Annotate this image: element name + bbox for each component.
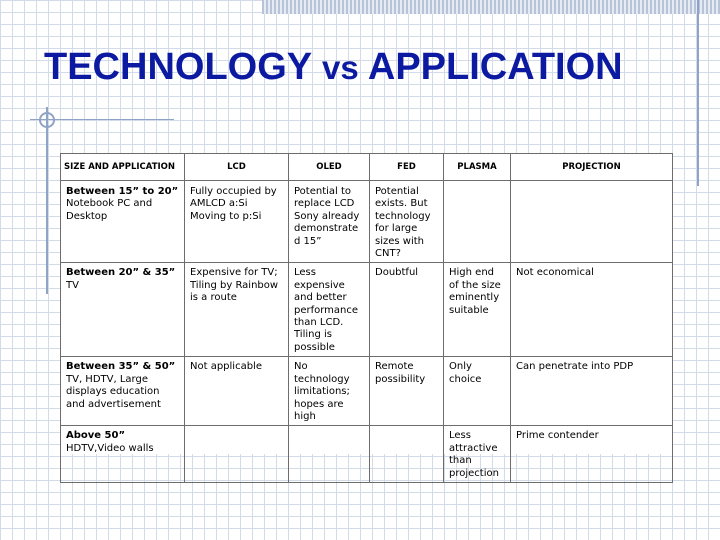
decorative-right-rule xyxy=(697,0,699,186)
cell-lcd xyxy=(185,263,289,357)
header-oled: OLED xyxy=(289,154,370,181)
cell-plasma xyxy=(444,263,511,357)
fed-text: Potential exists. But technology for large sizes with CNT? xyxy=(375,186,431,260)
cell-projection xyxy=(511,357,673,426)
size-range: Between 15” to 20” xyxy=(66,186,179,197)
cell-size-application xyxy=(61,263,185,357)
size-range: Between 35” & 50” xyxy=(66,361,176,373)
cell-oled xyxy=(289,426,370,483)
comparison-table-container xyxy=(60,153,672,479)
header-lcd: LCD xyxy=(185,154,289,181)
cell-oled xyxy=(289,357,370,426)
application-text: TV xyxy=(66,279,79,291)
projection-text: Can penetrate into PDP xyxy=(516,361,634,373)
decorative-top-band xyxy=(262,0,720,14)
cell-fed xyxy=(370,426,444,483)
cell-projection xyxy=(511,426,673,483)
title-vs: vs xyxy=(322,49,359,86)
cell-lcd xyxy=(185,426,289,483)
table-row xyxy=(61,263,673,357)
fed-text: Remote possibility xyxy=(375,361,426,385)
cell-size-application xyxy=(61,357,185,426)
plasma-text: Only choice xyxy=(449,361,482,385)
cell-projection xyxy=(511,263,673,357)
cell-fed xyxy=(370,263,444,357)
table-row xyxy=(61,181,673,263)
oled-text: Potential to replace LCD Sony already demonstrate d 15” xyxy=(294,186,360,247)
cell-oled xyxy=(289,181,370,263)
cell-size-application xyxy=(61,426,185,483)
title-main: TECHNOLOGY xyxy=(44,46,312,88)
cell-fed xyxy=(370,181,444,263)
header-fed: FED xyxy=(370,154,444,181)
cell-oled xyxy=(289,263,370,357)
decorative-circle-icon xyxy=(39,112,55,128)
table-row xyxy=(61,357,673,426)
size-range: Between 20” & 35” xyxy=(66,267,176,279)
size-range: Above 50” xyxy=(66,430,126,442)
cell-plasma xyxy=(444,357,511,426)
cell-lcd xyxy=(185,181,289,263)
application-text: HDTV,Video walls xyxy=(66,442,154,454)
oled-text: Less expensive and better performance than LCD. Tiling is possible xyxy=(294,267,359,353)
lcd-text: Not applicable xyxy=(190,361,262,373)
application-text: Notebook PC and Desktop xyxy=(66,198,153,222)
projection-text: Prime contender xyxy=(516,430,599,442)
oled-text: No technology limitations; hopes are high xyxy=(294,361,350,422)
header-projection: PROJECTION xyxy=(511,154,673,181)
slide-title xyxy=(44,46,623,89)
plasma-text: High end of the size eminently suitable xyxy=(449,267,501,316)
cell-lcd xyxy=(185,357,289,426)
cell-projection xyxy=(511,181,673,263)
plasma-text: Less attractive than projection xyxy=(449,430,499,479)
title-end: APPLICATION xyxy=(367,46,623,88)
application-text: TV, HDTV, Large displays education and advertisement xyxy=(66,373,161,410)
cell-size-application xyxy=(61,181,185,263)
decorative-left-rule xyxy=(46,107,48,294)
lcd-text: Fully occupied by AMLCD a:Si Moving to p:Si xyxy=(190,186,277,222)
table-row xyxy=(61,426,673,483)
header-size-application: SIZE AND APPLICATION xyxy=(61,154,185,181)
projection-text: Not economical xyxy=(516,267,594,279)
cell-plasma xyxy=(444,426,511,483)
fed-text: Doubtful xyxy=(375,267,419,279)
header-plasma: PLASMA xyxy=(444,154,511,181)
lcd-text: Expensive for TV; Tiling by Rainbow is a route xyxy=(190,267,279,304)
comparison-table xyxy=(60,153,673,483)
cell-fed xyxy=(370,357,444,426)
table-header-row xyxy=(61,154,673,181)
cell-plasma xyxy=(444,181,511,263)
